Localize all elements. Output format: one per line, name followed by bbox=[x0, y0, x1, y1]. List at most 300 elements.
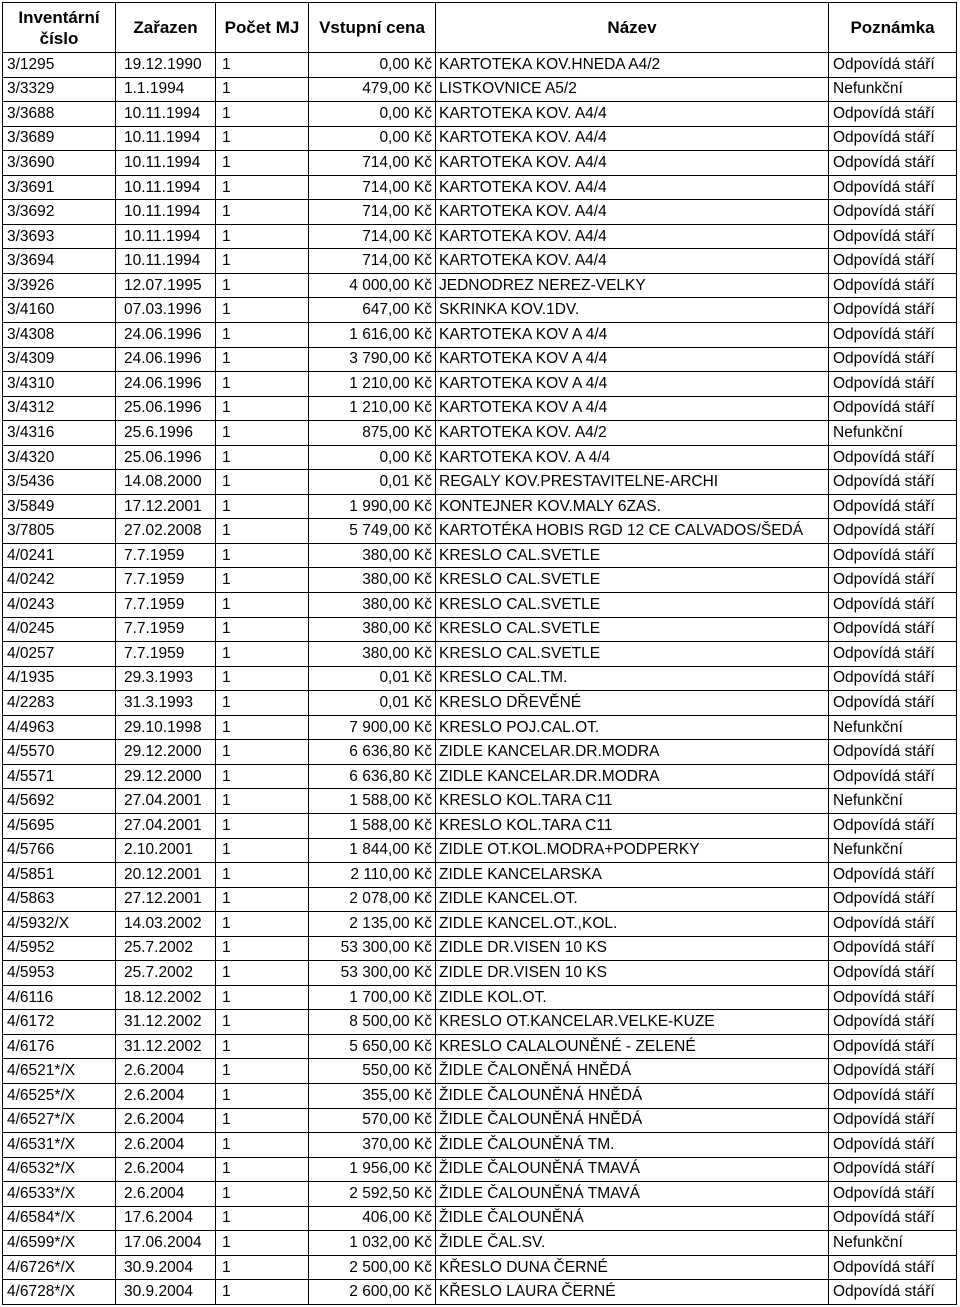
inventory-number-cell: 3/4310 bbox=[3, 372, 116, 397]
table-row bbox=[3, 1206, 957, 1231]
input-price-cell: 7 900,00 Kč bbox=[309, 715, 436, 740]
input-price-cell: 714,00 Kč bbox=[309, 200, 436, 225]
quantity-cell: 1 bbox=[216, 126, 309, 151]
note-cell: Odpovídá stáří bbox=[829, 863, 957, 888]
table-row bbox=[3, 593, 957, 618]
input-price-cell: 0,01 Kč bbox=[309, 470, 436, 495]
item-name-cell: LISTKOVNICE A5/2 bbox=[436, 77, 829, 102]
inventory-number-cell: 4/0242 bbox=[3, 568, 116, 593]
date-added-cell: 10.11.1994 bbox=[116, 249, 216, 274]
quantity-cell: 1 bbox=[216, 519, 309, 544]
quantity-cell: 1 bbox=[216, 936, 309, 961]
inventory-number-cell: 4/5766 bbox=[3, 838, 116, 863]
table-row bbox=[3, 1108, 957, 1133]
input-price-cell: 2 135,00 Kč bbox=[309, 912, 436, 937]
table-row bbox=[3, 912, 957, 937]
input-price-cell: 1 956,00 Kč bbox=[309, 1157, 436, 1182]
date-added-cell: 2.6.2004 bbox=[116, 1182, 216, 1207]
date-added-cell: 25.06.1996 bbox=[116, 445, 216, 470]
table-row bbox=[3, 961, 957, 986]
date-added-cell: 10.11.1994 bbox=[116, 126, 216, 151]
input-price-cell: 0,00 Kč bbox=[309, 126, 436, 151]
input-price-cell: 1 210,00 Kč bbox=[309, 372, 436, 397]
date-added-cell: 10.11.1994 bbox=[116, 102, 216, 127]
note-cell: Odpovídá stáří bbox=[829, 151, 957, 176]
item-name-cell: KARTOTEKA KOV. A4/4 bbox=[436, 249, 829, 274]
quantity-cell: 1 bbox=[216, 1083, 309, 1108]
quantity-cell: 1 bbox=[216, 273, 309, 298]
item-name-cell: ŽIDLE ČALONĚNÁ HNĚDÁ bbox=[436, 1059, 829, 1084]
item-name-cell: KARTOTEKA KOV A 4/4 bbox=[436, 372, 829, 397]
note-cell: Odpovídá stáří bbox=[829, 494, 957, 519]
quantity-cell: 1 bbox=[216, 543, 309, 568]
date-added-cell: 17.06.2004 bbox=[116, 1231, 216, 1256]
quantity-cell: 1 bbox=[216, 789, 309, 814]
input-price-cell: 875,00 Kč bbox=[309, 421, 436, 446]
inventory-number-cell: 4/6172 bbox=[3, 1010, 116, 1035]
table-row bbox=[3, 789, 957, 814]
date-added-cell: 2.6.2004 bbox=[116, 1083, 216, 1108]
input-price-cell: 714,00 Kč bbox=[309, 224, 436, 249]
input-price-cell: 5 650,00 Kč bbox=[309, 1034, 436, 1059]
quantity-cell: 1 bbox=[216, 912, 309, 937]
date-added-cell: 19.12.1990 bbox=[116, 53, 216, 78]
inventory-number-cell: 4/0257 bbox=[3, 642, 116, 667]
date-added-cell: 31.3.1993 bbox=[116, 691, 216, 716]
item-name-cell: KARTOTEKA KOV. A4/4 bbox=[436, 175, 829, 200]
inventory-number-cell: 4/5571 bbox=[3, 764, 116, 789]
table-row bbox=[3, 298, 957, 323]
table-row bbox=[3, 1010, 957, 1035]
date-added-cell: 14.03.2002 bbox=[116, 912, 216, 937]
note-cell: Odpovídá stáří bbox=[829, 1255, 957, 1280]
date-added-cell: 2.6.2004 bbox=[116, 1108, 216, 1133]
table-row bbox=[3, 642, 957, 667]
quantity-cell: 1 bbox=[216, 53, 309, 78]
input-price-cell: 53 300,00 Kč bbox=[309, 936, 436, 961]
date-added-cell: 2.6.2004 bbox=[116, 1059, 216, 1084]
item-name-cell: KARTOTEKA KOV A 4/4 bbox=[436, 396, 829, 421]
inventory-number-cell: 3/3690 bbox=[3, 151, 116, 176]
note-cell: Nefunkční bbox=[829, 838, 957, 863]
quantity-cell: 1 bbox=[216, 1133, 309, 1158]
date-added-cell: 30.9.2004 bbox=[116, 1280, 216, 1305]
date-added-cell: 7.7.1959 bbox=[116, 543, 216, 568]
item-name-cell: KARTOTÉKA HOBIS RGD 12 CE CALVADOS/ŠEDÁ bbox=[436, 519, 829, 544]
quantity-cell: 1 bbox=[216, 298, 309, 323]
note-cell: Odpovídá stáří bbox=[829, 323, 957, 348]
date-added-cell: 24.06.1996 bbox=[116, 323, 216, 348]
note-cell: Nefunkční bbox=[829, 715, 957, 740]
inventory-number-cell: 4/5952 bbox=[3, 936, 116, 961]
item-name-cell: JEDNODREZ NEREZ-VELKY bbox=[436, 273, 829, 298]
table-row bbox=[3, 617, 957, 642]
table-row bbox=[3, 323, 957, 348]
table-row bbox=[3, 151, 957, 176]
inventory-number-cell: 3/3689 bbox=[3, 126, 116, 151]
inventory-number-cell: 4/6525*/X bbox=[3, 1083, 116, 1108]
inventory-number-cell: 4/5851 bbox=[3, 863, 116, 888]
note-cell: Odpovídá stáří bbox=[829, 249, 957, 274]
table-row bbox=[3, 1034, 957, 1059]
table-row bbox=[3, 102, 957, 127]
table-row bbox=[3, 519, 957, 544]
note-cell: Odpovídá stáří bbox=[829, 126, 957, 151]
quantity-cell: 1 bbox=[216, 593, 309, 618]
date-added-cell: 10.11.1994 bbox=[116, 175, 216, 200]
input-price-cell: 0,01 Kč bbox=[309, 666, 436, 691]
inventory-number-cell: 4/0243 bbox=[3, 593, 116, 618]
item-name-cell: KRESLO CALALOUNĚNÉ - ZELENÉ bbox=[436, 1034, 829, 1059]
table-row bbox=[3, 1280, 957, 1305]
input-price-cell: 380,00 Kč bbox=[309, 617, 436, 642]
date-added-cell: 07.03.1996 bbox=[116, 298, 216, 323]
quantity-cell: 1 bbox=[216, 470, 309, 495]
table-header bbox=[3, 3, 957, 53]
input-price-cell: 1 032,00 Kč bbox=[309, 1231, 436, 1256]
quantity-cell: 1 bbox=[216, 764, 309, 789]
quantity-cell: 1 bbox=[216, 642, 309, 667]
quantity-cell: 1 bbox=[216, 740, 309, 765]
inventory-number-cell: 3/1295 bbox=[3, 53, 116, 78]
note-cell: Odpovídá stáří bbox=[829, 470, 957, 495]
quantity-cell: 1 bbox=[216, 77, 309, 102]
input-price-cell: 355,00 Kč bbox=[309, 1083, 436, 1108]
table-row bbox=[3, 691, 957, 716]
table-row bbox=[3, 175, 957, 200]
item-name-cell: KŘESLO DUNA ČERNÉ bbox=[436, 1255, 829, 1280]
item-name-cell: ZIDLE KANCELAR.DR.MODRA bbox=[436, 764, 829, 789]
date-added-cell: 25.6.1996 bbox=[116, 421, 216, 446]
quantity-cell: 1 bbox=[216, 1034, 309, 1059]
item-name-cell: ZIDLE OT.KOL.MODRA+PODPERKY bbox=[436, 838, 829, 863]
table-row bbox=[3, 887, 957, 912]
item-name-cell: ZIDLE KANCELARSKA bbox=[436, 863, 829, 888]
header-quantity: Počet MJ bbox=[216, 3, 309, 53]
date-added-cell: 2.6.2004 bbox=[116, 1133, 216, 1158]
note-cell: Odpovídá stáří bbox=[829, 102, 957, 127]
input-price-cell: 1 210,00 Kč bbox=[309, 396, 436, 421]
note-cell: Odpovídá stáří bbox=[829, 372, 957, 397]
header-inventory-number: Inventární číslo bbox=[3, 3, 116, 53]
date-added-cell: 10.11.1994 bbox=[116, 200, 216, 225]
note-cell: Nefunkční bbox=[829, 789, 957, 814]
table-row bbox=[3, 347, 957, 372]
inventory-number-cell: 3/3688 bbox=[3, 102, 116, 127]
table-row bbox=[3, 985, 957, 1010]
date-added-cell: 20.12.2001 bbox=[116, 863, 216, 888]
item-name-cell: KRESLO CAL.SVETLE bbox=[436, 568, 829, 593]
table-row bbox=[3, 936, 957, 961]
input-price-cell: 380,00 Kč bbox=[309, 642, 436, 667]
quantity-cell: 1 bbox=[216, 1206, 309, 1231]
inventory-number-cell: 4/6527*/X bbox=[3, 1108, 116, 1133]
date-added-cell: 18.12.2002 bbox=[116, 985, 216, 1010]
date-added-cell: 29.12.2000 bbox=[116, 740, 216, 765]
quantity-cell: 1 bbox=[216, 715, 309, 740]
quantity-cell: 1 bbox=[216, 985, 309, 1010]
table-row bbox=[3, 470, 957, 495]
item-name-cell: ZIDLE DR.VISEN 10 KS bbox=[436, 936, 829, 961]
input-price-cell: 3 790,00 Kč bbox=[309, 347, 436, 372]
note-cell: Odpovídá stáří bbox=[829, 53, 957, 78]
input-price-cell: 647,00 Kč bbox=[309, 298, 436, 323]
item-name-cell: KRESLO KOL.TARA C11 bbox=[436, 813, 829, 838]
item-name-cell: ZIDLE KANCEL.OT.,KOL. bbox=[436, 912, 829, 937]
input-price-cell: 2 600,00 Kč bbox=[309, 1280, 436, 1305]
note-cell: Odpovídá stáří bbox=[829, 617, 957, 642]
quantity-cell: 1 bbox=[216, 1010, 309, 1035]
item-name-cell: ZIDLE KANCELAR.DR.MODRA bbox=[436, 740, 829, 765]
item-name-cell: ŽIDLE ČALOUNĚNÁ TMAVÁ bbox=[436, 1157, 829, 1182]
inventory-number-cell: 3/7805 bbox=[3, 519, 116, 544]
date-added-cell: 2.10.2001 bbox=[116, 838, 216, 863]
note-cell: Odpovídá stáří bbox=[829, 961, 957, 986]
note-cell: Odpovídá stáří bbox=[829, 1083, 957, 1108]
inventory-number-cell: 4/6584*/X bbox=[3, 1206, 116, 1231]
note-cell: Odpovídá stáří bbox=[829, 1059, 957, 1084]
item-name-cell: ŽIDLE ČAL.SV. bbox=[436, 1231, 829, 1256]
date-added-cell: 7.7.1959 bbox=[116, 568, 216, 593]
note-cell: Odpovídá stáří bbox=[829, 1182, 957, 1207]
note-cell: Odpovídá stáří bbox=[829, 740, 957, 765]
date-added-cell: 17.6.2004 bbox=[116, 1206, 216, 1231]
inventory-number-cell: 3/3692 bbox=[3, 200, 116, 225]
quantity-cell: 1 bbox=[216, 1108, 309, 1133]
table-row bbox=[3, 543, 957, 568]
input-price-cell: 8 500,00 Kč bbox=[309, 1010, 436, 1035]
quantity-cell: 1 bbox=[216, 863, 309, 888]
table-row bbox=[3, 1231, 957, 1256]
inventory-number-cell: 4/4963 bbox=[3, 715, 116, 740]
inventory-number-cell: 3/4316 bbox=[3, 421, 116, 446]
quantity-cell: 1 bbox=[216, 961, 309, 986]
quantity-cell: 1 bbox=[216, 691, 309, 716]
date-added-cell: 25.7.2002 bbox=[116, 936, 216, 961]
input-price-cell: 6 636,80 Kč bbox=[309, 740, 436, 765]
inventory-number-cell: 4/6533*/X bbox=[3, 1182, 116, 1207]
quantity-cell: 1 bbox=[216, 666, 309, 691]
quantity-cell: 1 bbox=[216, 421, 309, 446]
input-price-cell: 6 636,80 Kč bbox=[309, 764, 436, 789]
note-cell: Odpovídá stáří bbox=[829, 887, 957, 912]
table-row bbox=[3, 494, 957, 519]
table-row bbox=[3, 273, 957, 298]
quantity-cell: 1 bbox=[216, 568, 309, 593]
note-cell: Odpovídá stáří bbox=[829, 1034, 957, 1059]
quantity-cell: 1 bbox=[216, 249, 309, 274]
input-price-cell: 2 592,50 Kč bbox=[309, 1182, 436, 1207]
item-name-cell: KRESLO DŘEVĚNÉ bbox=[436, 691, 829, 716]
date-added-cell: 14.08.2000 bbox=[116, 470, 216, 495]
item-name-cell: KRESLO POJ.CAL.OT. bbox=[436, 715, 829, 740]
date-added-cell: 24.06.1996 bbox=[116, 372, 216, 397]
date-added-cell: 30.9.2004 bbox=[116, 1255, 216, 1280]
quantity-cell: 1 bbox=[216, 887, 309, 912]
date-added-cell: 25.06.1996 bbox=[116, 396, 216, 421]
item-name-cell: ZIDLE KOL.OT. bbox=[436, 985, 829, 1010]
input-price-cell: 714,00 Kč bbox=[309, 175, 436, 200]
note-cell: Odpovídá stáří bbox=[829, 936, 957, 961]
inventory-number-cell: 4/6532*/X bbox=[3, 1157, 116, 1182]
quantity-cell: 1 bbox=[216, 396, 309, 421]
date-added-cell: 29.10.1998 bbox=[116, 715, 216, 740]
note-cell: Odpovídá stáří bbox=[829, 543, 957, 568]
inventory-number-cell: 4/6176 bbox=[3, 1034, 116, 1059]
date-added-cell: 7.7.1959 bbox=[116, 642, 216, 667]
quantity-cell: 1 bbox=[216, 175, 309, 200]
note-cell: Odpovídá stáří bbox=[829, 298, 957, 323]
input-price-cell: 5 749,00 Kč bbox=[309, 519, 436, 544]
date-added-cell: 24.06.1996 bbox=[116, 347, 216, 372]
inventory-number-cell: 4/6728*/X bbox=[3, 1280, 116, 1305]
item-name-cell: ŽIDLE ČALOUNĚNÁ bbox=[436, 1206, 829, 1231]
item-name-cell: KONTEJNER KOV.MALY 6ZAS. bbox=[436, 494, 829, 519]
inventory-number-cell: 4/5570 bbox=[3, 740, 116, 765]
table-row bbox=[3, 1133, 957, 1158]
header-row bbox=[3, 3, 957, 53]
table-row bbox=[3, 224, 957, 249]
date-added-cell: 31.12.2002 bbox=[116, 1010, 216, 1035]
inventory-number-cell: 3/3691 bbox=[3, 175, 116, 200]
item-name-cell: KARTOTEKA KOV. A4/4 bbox=[436, 224, 829, 249]
input-price-cell: 1 700,00 Kč bbox=[309, 985, 436, 1010]
inventory-number-cell: 4/5863 bbox=[3, 887, 116, 912]
input-price-cell: 714,00 Kč bbox=[309, 151, 436, 176]
date-added-cell: 29.12.2000 bbox=[116, 764, 216, 789]
date-added-cell: 25.7.2002 bbox=[116, 961, 216, 986]
item-name-cell: KRESLO CAL.TM. bbox=[436, 666, 829, 691]
input-price-cell: 1 844,00 Kč bbox=[309, 838, 436, 863]
date-added-cell: 7.7.1959 bbox=[116, 593, 216, 618]
note-cell: Odpovídá stáří bbox=[829, 912, 957, 937]
input-price-cell: 1 588,00 Kč bbox=[309, 789, 436, 814]
item-name-cell: KARTOTEKA KOV.HNEDA A4/2 bbox=[436, 53, 829, 78]
quantity-cell: 1 bbox=[216, 347, 309, 372]
item-name-cell: KŘESLO LAURA ČERNÉ bbox=[436, 1280, 829, 1305]
note-cell: Odpovídá stáří bbox=[829, 568, 957, 593]
note-cell: Odpovídá stáří bbox=[829, 764, 957, 789]
table-row bbox=[3, 1059, 957, 1084]
note-cell: Odpovídá stáří bbox=[829, 396, 957, 421]
item-name-cell: ŽIDLE ČALOUNĚNÁ HNĚDÁ bbox=[436, 1083, 829, 1108]
input-price-cell: 2 110,00 Kč bbox=[309, 863, 436, 888]
input-price-cell: 380,00 Kč bbox=[309, 593, 436, 618]
note-cell: Nefunkční bbox=[829, 1231, 957, 1256]
note-cell: Odpovídá stáří bbox=[829, 985, 957, 1010]
note-cell: Odpovídá stáří bbox=[829, 273, 957, 298]
quantity-cell: 1 bbox=[216, 1280, 309, 1305]
inventory-number-cell: 4/5692 bbox=[3, 789, 116, 814]
table-row bbox=[3, 200, 957, 225]
inventory-number-cell: 3/5436 bbox=[3, 470, 116, 495]
inventory-number-cell: 4/5953 bbox=[3, 961, 116, 986]
quantity-cell: 1 bbox=[216, 1157, 309, 1182]
table-row bbox=[3, 1083, 957, 1108]
input-price-cell: 1 588,00 Kč bbox=[309, 813, 436, 838]
inventory-number-cell: 4/0245 bbox=[3, 617, 116, 642]
input-price-cell: 1 616,00 Kč bbox=[309, 323, 436, 348]
input-price-cell: 0,00 Kč bbox=[309, 53, 436, 78]
input-price-cell: 2 078,00 Kč bbox=[309, 887, 436, 912]
item-name-cell: KRESLO CAL.SVETLE bbox=[436, 543, 829, 568]
item-name-cell: ZIDLE KANCEL.OT. bbox=[436, 887, 829, 912]
note-cell: Odpovídá stáří bbox=[829, 519, 957, 544]
table-row bbox=[3, 838, 957, 863]
input-price-cell: 0,00 Kč bbox=[309, 445, 436, 470]
date-added-cell: 31.12.2002 bbox=[116, 1034, 216, 1059]
note-cell: Odpovídá stáří bbox=[829, 666, 957, 691]
inventory-number-cell: 3/4309 bbox=[3, 347, 116, 372]
input-price-cell: 380,00 Kč bbox=[309, 543, 436, 568]
inventory-number-cell: 3/4308 bbox=[3, 323, 116, 348]
inventory-number-cell: 4/6726*/X bbox=[3, 1255, 116, 1280]
quantity-cell: 1 bbox=[216, 102, 309, 127]
inventory-number-cell: 3/4160 bbox=[3, 298, 116, 323]
quantity-cell: 1 bbox=[216, 1255, 309, 1280]
date-added-cell: 10.11.1994 bbox=[116, 224, 216, 249]
note-cell: Odpovídá stáří bbox=[829, 1108, 957, 1133]
inventory-number-cell: 4/6599*/X bbox=[3, 1231, 116, 1256]
inventory-number-cell: 4/6521*/X bbox=[3, 1059, 116, 1084]
inventory-number-cell: 3/4320 bbox=[3, 445, 116, 470]
input-price-cell: 1 990,00 Kč bbox=[309, 494, 436, 519]
table-row bbox=[3, 372, 957, 397]
note-cell: Odpovídá stáří bbox=[829, 200, 957, 225]
inventory-number-cell: 4/6116 bbox=[3, 985, 116, 1010]
table-row bbox=[3, 1255, 957, 1280]
input-price-cell: 370,00 Kč bbox=[309, 1133, 436, 1158]
table-row bbox=[3, 715, 957, 740]
table-row bbox=[3, 1157, 957, 1182]
inventory-number-cell: 3/5849 bbox=[3, 494, 116, 519]
item-name-cell: KRESLO OT.KANCELAR.VELKE-KUZE bbox=[436, 1010, 829, 1035]
item-name-cell: KARTOTEKA KOV A 4/4 bbox=[436, 323, 829, 348]
note-cell: Odpovídá stáří bbox=[829, 642, 957, 667]
note-cell: Odpovídá stáří bbox=[829, 1010, 957, 1035]
date-added-cell: 27.02.2008 bbox=[116, 519, 216, 544]
quantity-cell: 1 bbox=[216, 372, 309, 397]
note-cell: Odpovídá stáří bbox=[829, 813, 957, 838]
quantity-cell: 1 bbox=[216, 1059, 309, 1084]
note-cell: Odpovídá stáří bbox=[829, 224, 957, 249]
quantity-cell: 1 bbox=[216, 445, 309, 470]
date-added-cell: 17.12.2001 bbox=[116, 494, 216, 519]
table-row bbox=[3, 421, 957, 446]
item-name-cell: ŽIDLE ČALOUNĚNÁ TM. bbox=[436, 1133, 829, 1158]
quantity-cell: 1 bbox=[216, 1182, 309, 1207]
table-row bbox=[3, 396, 957, 421]
item-name-cell: KRESLO CAL.SVETLE bbox=[436, 593, 829, 618]
table-row bbox=[3, 53, 957, 78]
input-price-cell: 4 000,00 Kč bbox=[309, 273, 436, 298]
input-price-cell: 0,01 Kč bbox=[309, 691, 436, 716]
header-name: Název bbox=[436, 3, 829, 53]
input-price-cell: 714,00 Kč bbox=[309, 249, 436, 274]
inventory-number-cell: 4/1935 bbox=[3, 666, 116, 691]
inventory-number-cell: 4/0241 bbox=[3, 543, 116, 568]
item-name-cell: ŽIDLE ČALOUNĚNÁ TMAVÁ bbox=[436, 1182, 829, 1207]
input-price-cell: 550,00 Kč bbox=[309, 1059, 436, 1084]
input-price-cell: 380,00 Kč bbox=[309, 568, 436, 593]
date-added-cell: 1.1.1994 bbox=[116, 77, 216, 102]
item-name-cell: KARTOTEKA KOV. A4/4 bbox=[436, 200, 829, 225]
inventory-table bbox=[2, 2, 957, 1305]
header-date-added: Zařazen bbox=[116, 3, 216, 53]
input-price-cell: 2 500,00 Kč bbox=[309, 1255, 436, 1280]
note-cell: Odpovídá stáří bbox=[829, 593, 957, 618]
header-input-price: Vstupní cena bbox=[309, 3, 436, 53]
